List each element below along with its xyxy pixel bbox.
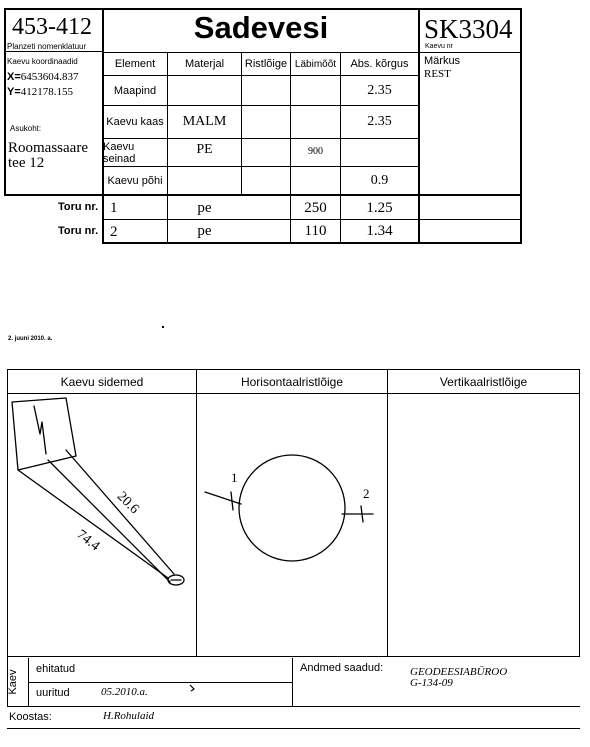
col-header-element: Element <box>114 58 156 70</box>
col-header-diameter: Läbimõõt <box>294 58 337 70</box>
well-number: SK3304 <box>424 14 513 44</box>
built-label: ehitatud <box>36 663 76 675</box>
row-height: 2.35 <box>367 114 392 129</box>
coord-y-label: Y= <box>7 86 21 98</box>
measured-value: 05.2010.a. <box>101 686 148 698</box>
notes-label: Märkus <box>424 55 461 67</box>
coord-x <box>7 71 79 83</box>
pipe-number: 2 <box>110 224 118 240</box>
pipe-number: 1 <box>110 200 118 216</box>
row-height: 2.35 <box>367 82 392 98</box>
nomenclature-value: 453-412 <box>12 14 92 40</box>
col-header-material: Materjal <box>184 58 225 70</box>
well-circle <box>239 455 345 561</box>
coord-x-value: 6453604.837 <box>20 71 79 83</box>
coord-x-label: X= <box>7 71 21 83</box>
data-source-label: Andmed saadud: <box>300 662 384 674</box>
row-height: 0.9 <box>370 172 389 188</box>
row-material: MALM <box>182 114 227 129</box>
scan-speck <box>162 326 164 328</box>
row-diameter: 900 <box>308 145 323 157</box>
notes-value: REST <box>424 68 451 80</box>
ink-mark <box>188 683 196 693</box>
leader-line-c <box>18 470 168 578</box>
distance-a: 20.6 <box>113 489 142 518</box>
pipe-1-line <box>205 492 241 504</box>
pipe-height: 1.34 <box>366 223 393 239</box>
pipe-2-label: 2 <box>363 486 370 501</box>
composed-value: H.Rohulaid <box>103 710 155 722</box>
coords-label: Kaevu koordinaadid <box>7 57 78 66</box>
location-line2: tee 12 <box>8 155 45 171</box>
data-source-line1: GEODEESIABÜROO <box>410 666 508 678</box>
col-header-height: Abs. kõrgus <box>350 58 409 70</box>
north-arrow <box>34 406 46 454</box>
pipe-1-label: 1 <box>231 470 238 485</box>
distance-b: 74.4 <box>73 527 103 555</box>
data-source-line2: G-134-09 <box>410 677 453 689</box>
measured-label: uuritud <box>36 687 70 699</box>
panel-title-horizontal: Horisontaalristlõige <box>240 374 344 389</box>
nomenclature-label: Planzeti nomenklatuur <box>7 42 87 51</box>
well-number-label: Kaevu nr <box>425 43 454 50</box>
pipe-label: Toru nr. <box>58 225 99 237</box>
document-date: 2. juuni 2010. a. <box>8 336 53 342</box>
coord-y <box>7 86 73 98</box>
pipe-diameter: 250 <box>304 199 327 216</box>
coord-y-value: 412178.155 <box>20 86 74 98</box>
row-element: Maapind <box>113 84 157 97</box>
page-title: Sadevesi <box>193 10 329 45</box>
pipe-height: 1.25 <box>366 199 393 216</box>
location-label: Asukoht: <box>10 124 42 133</box>
row-material: PE <box>196 142 213 157</box>
panel-title-vertical: Vertikaalristlõige <box>439 374 528 389</box>
leader-line-b <box>48 460 170 582</box>
pipe-material: pe <box>197 199 212 216</box>
pipe-label: Toru nr. <box>58 201 99 213</box>
connections-sketch <box>8 394 196 656</box>
leader-line-a <box>66 450 174 574</box>
col-header-cross: Ristlõige <box>244 58 288 70</box>
row-element: Kaevu seinad <box>103 140 136 165</box>
composed-label: Koostas: <box>9 711 52 723</box>
pipe-diameter: 110 <box>304 223 327 239</box>
kaev-label: Kaev <box>7 669 19 695</box>
location-line1: Roomassaare <box>8 140 88 156</box>
horizontal-section-sketch <box>197 394 387 656</box>
panel-title-connections: Kaevu sidemed <box>60 374 144 389</box>
row-element: Kaevu põhi <box>107 174 163 187</box>
pipe-material: pe <box>197 223 212 239</box>
row-element: Kaevu kaas <box>106 116 164 128</box>
